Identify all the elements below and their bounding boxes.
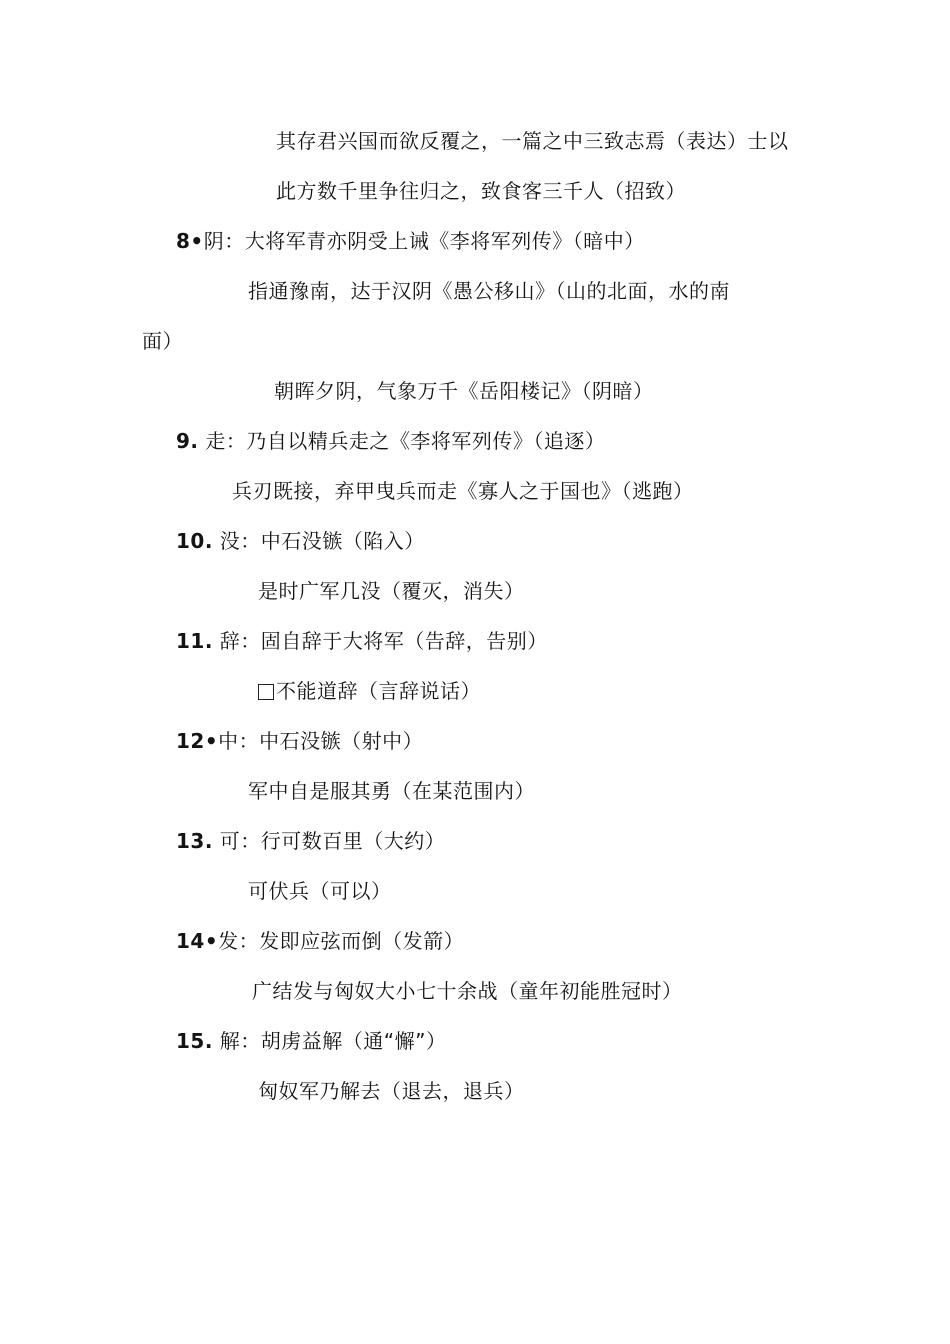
line-text: 匈奴军乃解去（退去，退兵） — [258, 1079, 525, 1103]
text-line — [276, 178, 686, 204]
text-line — [142, 328, 183, 354]
entry-heading — [176, 828, 445, 854]
entry-heading — [176, 428, 605, 454]
entry-number: 13. — [176, 829, 213, 853]
text-line — [258, 578, 525, 604]
entry-number: 12• — [176, 729, 219, 753]
text-line — [248, 278, 730, 304]
line-text: 辞：固自辞于大将军（告辞，告别） — [212, 629, 548, 653]
line-text: 可：行可数百里（大约） — [212, 829, 446, 853]
entry-heading — [176, 728, 423, 754]
entry-number: 14• — [176, 929, 219, 953]
text-line — [274, 378, 654, 404]
entry-heading — [176, 928, 464, 954]
entry-number: 10. — [176, 529, 213, 553]
text-line — [258, 1078, 525, 1104]
line-text: 军中自是服其勇（在某范围内） — [248, 779, 535, 803]
line-text: 发：发即应弦而倒（发箭） — [218, 929, 465, 953]
line-text: 阴：大将军青亦阴受上诫《李将军列传》（暗中） — [203, 229, 645, 253]
line-text: 指通豫南，达于汉阴《愚公移山》（山的北面，水的南 — [248, 279, 730, 303]
entry-number: 15. — [176, 1029, 213, 1053]
line-text: 中：中石没镞（射中） — [218, 729, 424, 753]
entry-number: 11. — [176, 629, 213, 653]
text-line — [248, 878, 392, 904]
entry-number: 9. — [176, 429, 199, 453]
text-line — [276, 128, 789, 154]
line-text: 广结发与匈奴大小七十余战（童年初能胜冠时） — [252, 979, 683, 1003]
text-line — [232, 478, 694, 504]
line-text: 其存君兴国而欲反覆之，一篇之中三致志焉（表达）士以 — [276, 129, 789, 153]
entry-heading — [176, 228, 645, 254]
entry-number: 8• — [176, 229, 204, 253]
line-text: 不能道辞（言辞说话） — [276, 679, 481, 703]
entry-heading — [176, 628, 548, 654]
line-text: 朝晖夕阴，气象万千《岳阳楼记》（阴暗） — [274, 379, 654, 403]
line-text: 解：胡虏益解（通“懈”） — [212, 1029, 447, 1053]
text-line — [248, 778, 535, 804]
checkbox-glyph-icon — [258, 684, 274, 700]
line-text: 没：中石没镞（陷入） — [212, 529, 425, 553]
line-text: 是时广军几没（覆灭，消失） — [258, 579, 525, 603]
line-text: 可伏兵（可以） — [248, 879, 392, 903]
entry-heading — [176, 1028, 447, 1054]
entry-heading — [176, 528, 425, 554]
line-text: 走：乃自以精兵走之《李将军列传》（追逐） — [198, 429, 606, 453]
text-line — [252, 978, 683, 1004]
line-text: 此方数千里争往归之，致食客三千人（招致） — [276, 179, 686, 203]
line-text: 面） — [142, 329, 183, 353]
text-line — [258, 678, 481, 704]
line-text: 兵刃既接，弃甲曳兵而走《寡人之于国也》（逃跑） — [232, 479, 694, 503]
